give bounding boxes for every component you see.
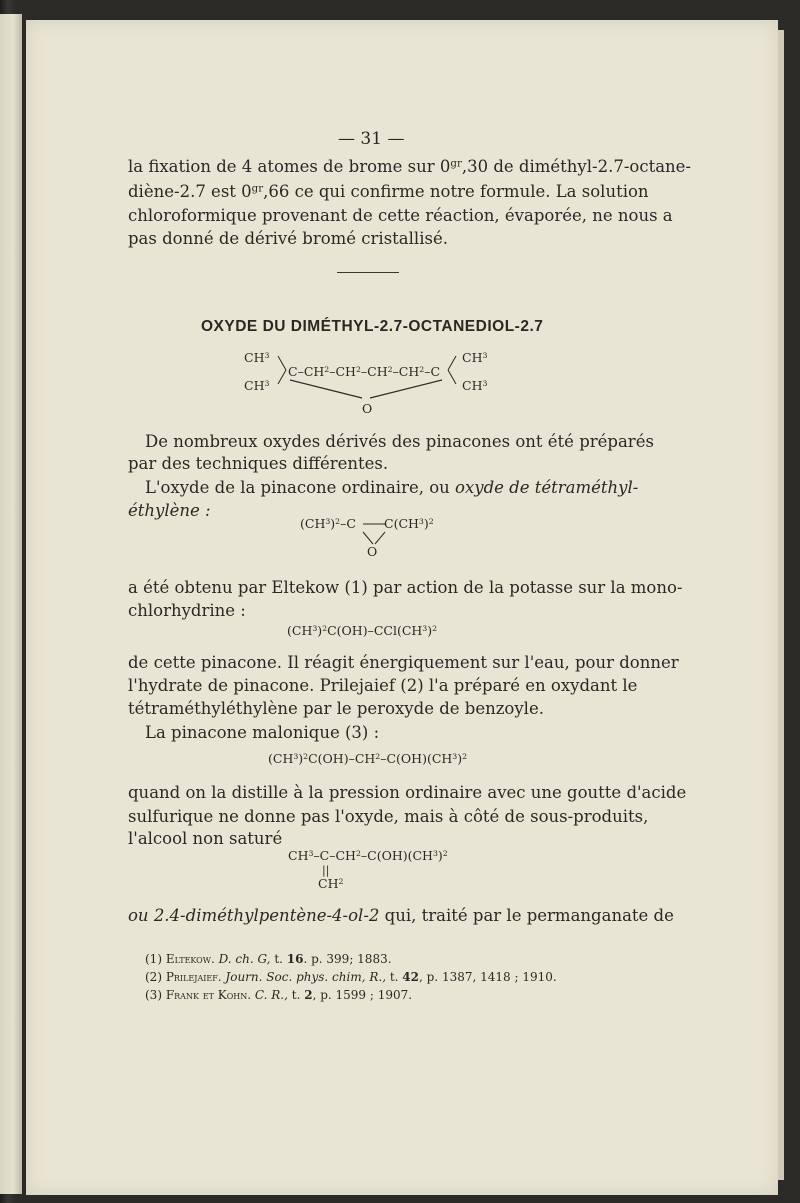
- formula-chain: $C-CH^2-CH^2-CH^2-CH^2-C$: [288, 364, 441, 379]
- formula-group: $CH^2$: [318, 876, 344, 891]
- text-line: chloroformique provenant de cette réaction, évaporée, ne nous a: [128, 206, 673, 225]
- text-italic: oxyde de tétraméthyl-: [455, 478, 639, 497]
- text-line: a été obtenu par Eltekow (1) par action de la potasse sur la mono-: [128, 578, 683, 597]
- formula-oxygen: O: [367, 544, 378, 559]
- footnote-reference: t. 16. p. 399; 1883.: [274, 952, 392, 966]
- text-run: qui, traité par le permanganate de: [384, 906, 674, 925]
- footnote-author: Prilejaief.: [165, 970, 222, 984]
- formula-group: $CH^3$: [462, 378, 488, 393]
- text-line: La pinacone malonique (3) :: [145, 723, 380, 742]
- text-line: De nombreux oxydes dérivés des pinacones ont été préparés: [145, 432, 654, 451]
- footnote-number: (1): [145, 952, 162, 966]
- text-line: [145, 477, 638, 499]
- text-line: de cette pinacone. Il réagit énergiquement sur l'eau, pour donner: [128, 653, 679, 672]
- formula-bonds: [355, 520, 395, 550]
- text-line: par des techniques différentes.: [128, 454, 389, 473]
- formula-oxygen: O: [362, 401, 373, 416]
- formula-group: $CH^3$: [244, 378, 270, 393]
- formula-chlorhydrine: $(CH^3)^2C(OH)-CCl(CH^3)^2$: [287, 623, 438, 638]
- footnote-reference: t. 2, p. 1599 ; 1907.: [291, 988, 413, 1002]
- page-number: — 31 —: [338, 129, 405, 149]
- footnote-number: (2): [145, 970, 162, 984]
- text-line: l'hydrate de pinacone. Prilejaief (2) l'a préparé en oxydant le: [128, 676, 638, 695]
- text-line: chlorhydrine :: [128, 601, 246, 620]
- text-line: éthylène :: [128, 501, 211, 520]
- text-line: l'alcool non saturé: [128, 829, 283, 848]
- formula-group: $(CH^3)^2-C$: [300, 516, 356, 531]
- formula-malonic-pinacone: $(CH^3)^2C(OH)-CH^2-C(OH)(CH^3)^2$: [268, 751, 468, 766]
- text-line: la fixation de 4 atomes de brome sur $0^{gr},30$ de diméthyl-2.7-octane-: [128, 157, 692, 176]
- footnote: [145, 984, 412, 1006]
- footnote-journal: C. R.,: [254, 988, 288, 1002]
- footnote-author: Eltekow.: [165, 952, 215, 966]
- formula-double-bond: ||: [322, 864, 330, 877]
- text-line: diène-2.7 est $0^{gr},66$ ce qui confirme notre formule. La solution: [128, 182, 649, 201]
- formula-group: $C(CH^3)^2$: [384, 516, 434, 531]
- footnote-journal: D. ch. G,: [218, 952, 271, 966]
- formula-group: $CH^3$: [462, 350, 488, 365]
- footnote-journal: Journ. Soc. phys. chim, R.,: [225, 970, 387, 984]
- text-line: sulfurique ne donne pas l'oxyde, mais à côté de sous-produits,: [128, 807, 649, 826]
- footnote-reference: t. 42, p. 1387, 1418 ; 1910.: [389, 970, 557, 984]
- section-divider: [337, 272, 399, 273]
- formula-chain: $CH^3-C-CH^2-C(OH)(CH^3)^2$: [288, 848, 448, 863]
- formula-bonds: [270, 350, 470, 410]
- text-line: pas donné de dérivé bromé cristallisé.: [128, 229, 448, 248]
- page-stack-edge: [778, 30, 784, 1180]
- text-line: quand on la distille à la pression ordinaire avec une goutte d'acide: [128, 783, 687, 802]
- footnote-author: Frank et Kohn.: [165, 988, 252, 1002]
- text-run: L'oxyde de la pinacone ordinaire, ou: [145, 478, 450, 497]
- section-heading: OXYDE DU DIMÉTHYL-2.7-OCTANEDIOL-2.7: [201, 318, 544, 335]
- formula-group: $CH^3$: [244, 350, 270, 365]
- text-line: tétraméthyléthylène par le peroxyde de benzoyle.: [128, 699, 544, 718]
- text-italic: ou: [128, 906, 149, 925]
- text-line: [128, 905, 674, 927]
- previous-page-edge: [0, 14, 22, 1194]
- footnote-number: (3): [145, 988, 162, 1002]
- compound-name: 2.4-diméthylpentène-4-ol-2: [153, 906, 380, 925]
